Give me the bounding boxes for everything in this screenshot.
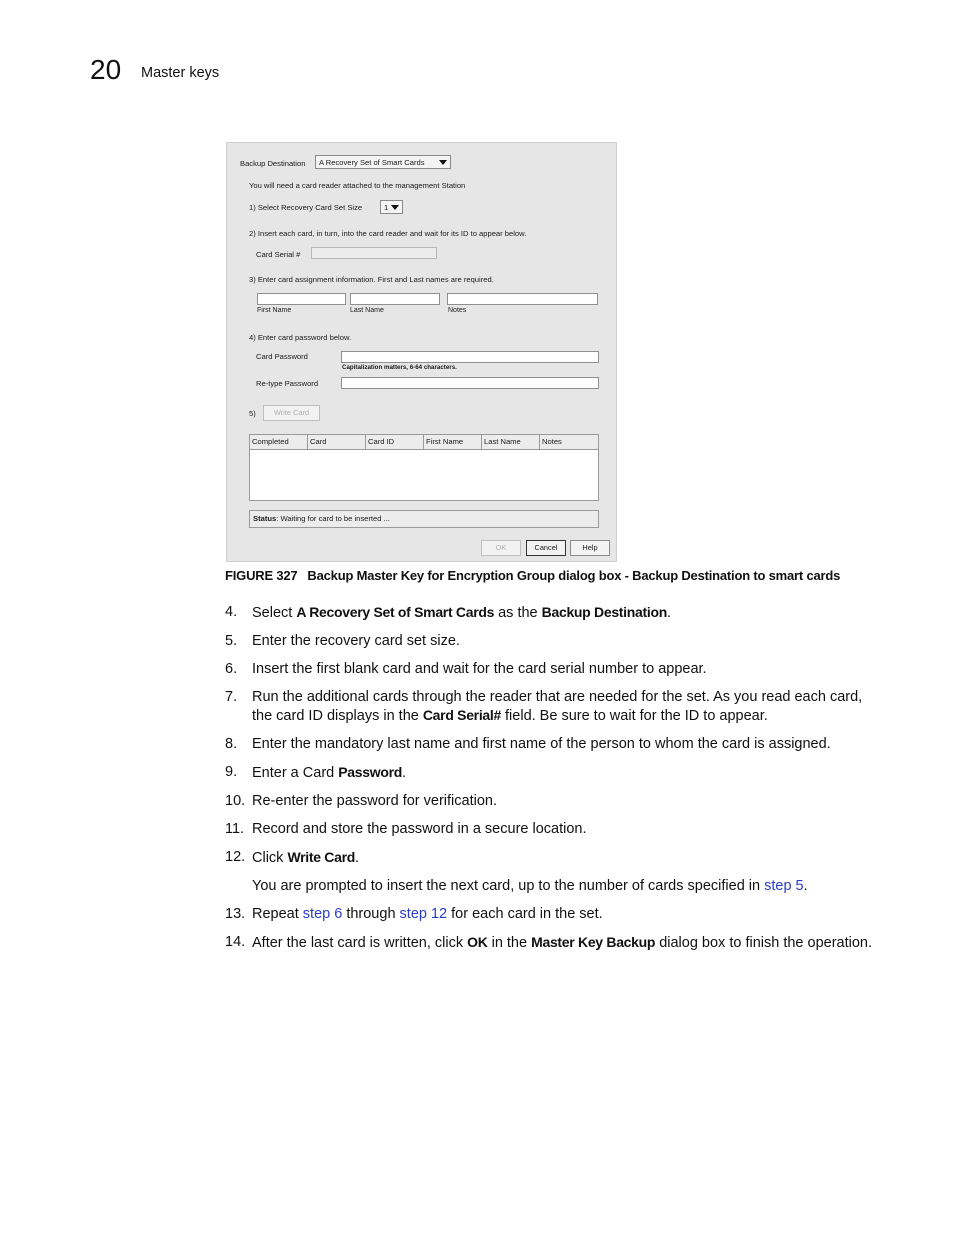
step-text xyxy=(252,906,603,922)
text-run: Repeat xyxy=(252,906,303,922)
set-size-select[interactable] xyxy=(380,200,403,214)
text-run: You are prompted to insert the next card, up to the number of cards specified in xyxy=(252,878,765,894)
ui-term: Master Key Backup xyxy=(531,934,656,950)
step2-label: 2) Insert each card, in turn, into the card reader and wait for its ID to appear below. xyxy=(249,229,527,238)
figure-caption xyxy=(225,568,840,583)
backup-destination-label: Backup Destination xyxy=(240,159,306,168)
retype-password-field[interactable] xyxy=(341,377,599,389)
backup-destination-select[interactable] xyxy=(315,155,451,169)
step-number: 6. xyxy=(225,661,238,677)
step-text xyxy=(252,661,707,677)
first-name-field[interactable] xyxy=(257,293,346,305)
first-name-label: First Name xyxy=(257,307,292,314)
step-text xyxy=(252,689,862,724)
text-run: Insert the first blank card and wait for the card serial number to appear. xyxy=(252,661,707,677)
list-item xyxy=(225,688,885,725)
list-item xyxy=(225,735,885,753)
last-name-field[interactable] xyxy=(350,293,440,305)
notes-label: Notes xyxy=(448,307,467,314)
figure-title: Backup Master Key for Encryption Group dialog box - Backup Destination to smart cards xyxy=(307,568,841,583)
col-last-name[interactable]: Last Name xyxy=(482,435,540,449)
step-text xyxy=(252,736,831,752)
chapter-title: Master keys xyxy=(141,65,220,81)
text-run: field. Be sure to wait for the ID to appear. xyxy=(501,708,768,724)
list-item xyxy=(225,848,885,867)
write-card-button[interactable]: Write Card xyxy=(263,405,320,421)
step-number: 12. xyxy=(225,849,246,865)
step-text xyxy=(252,793,497,809)
ok-button[interactable]: OK xyxy=(481,540,521,556)
step-number: 8. xyxy=(225,736,238,752)
step-number: 4. xyxy=(225,604,238,620)
text-run: . xyxy=(402,765,407,781)
step-number: 10. xyxy=(225,793,246,809)
step-number: 14. xyxy=(225,934,246,950)
notes-field[interactable] xyxy=(447,293,598,305)
cancel-button[interactable]: Cancel xyxy=(526,540,566,556)
step-text xyxy=(252,850,359,866)
list-item xyxy=(225,632,885,650)
text-run: as the xyxy=(494,605,542,621)
list-item xyxy=(225,792,885,810)
ui-term: Password xyxy=(338,764,402,780)
list-item xyxy=(225,763,885,782)
chevron-down-icon xyxy=(391,205,399,210)
ui-term: A Recovery Set of Smart Cards xyxy=(296,604,495,620)
set-size-value: 1 xyxy=(384,203,389,212)
status-text: Waiting for card to be inserted ... xyxy=(280,514,390,523)
text-run: Select xyxy=(252,605,297,621)
text-run: Enter the recovery card set size. xyxy=(252,633,460,649)
password-hint: Capitalization matters, 6-64 characters. xyxy=(342,364,457,371)
text-run: for each card in the set. xyxy=(447,906,603,922)
status-bar xyxy=(249,510,599,528)
text-run: Enter a Card xyxy=(252,765,339,781)
text-run: . xyxy=(803,878,808,894)
ui-term: Card Serial# xyxy=(422,707,501,723)
retype-password-label: Re-type Password xyxy=(256,379,319,388)
text-run: . xyxy=(666,605,671,621)
step5-label: 5) xyxy=(249,409,256,418)
status-label: Status xyxy=(253,514,277,523)
text-run: After the last card is written, click xyxy=(252,935,468,951)
step-text xyxy=(252,605,671,621)
text-run: Re-enter the password for verification. xyxy=(252,793,497,809)
card-serial-field xyxy=(311,247,437,259)
step-link[interactable]: step 5 xyxy=(764,878,804,894)
col-first-name[interactable]: First Name xyxy=(424,435,482,449)
step4-label: 4) Enter card password below. xyxy=(249,333,352,342)
last-name-label: Last Name xyxy=(350,307,384,314)
col-card-id[interactable]: Card ID xyxy=(366,435,424,449)
status-colon: : xyxy=(276,514,281,523)
backup-destination-value: A Recovery Set of Smart Cards xyxy=(319,158,425,167)
step-link[interactable]: step 12 xyxy=(399,906,448,922)
text-run: Run the additional cards through the reader that are needed for the set. As you read each card, the card ID displays in the xyxy=(252,689,863,724)
text-run: . xyxy=(355,850,360,866)
table-header xyxy=(250,435,598,450)
chapter-number: 20 xyxy=(90,54,122,85)
text-run: dialog box to finish the operation. xyxy=(655,935,873,951)
step-link[interactable]: step 6 xyxy=(302,906,343,922)
step-text xyxy=(252,633,460,649)
step-number: 5. xyxy=(225,633,238,649)
col-completed[interactable]: Completed xyxy=(250,435,308,449)
help-button[interactable]: Help xyxy=(570,540,610,556)
step-text xyxy=(252,935,872,951)
card-password-field[interactable] xyxy=(341,351,599,363)
card-serial-label: Card Serial # xyxy=(256,250,301,259)
step-number: 7. xyxy=(225,689,238,705)
col-card[interactable]: Card xyxy=(308,435,366,449)
step1-label: 1) Select Recovery Card Set Size xyxy=(249,203,363,212)
backup-dialog-figure xyxy=(226,142,617,562)
text-run: Enter the mandatory last name and first name of the person to whom the card is assigned. xyxy=(252,736,831,752)
text-run: through xyxy=(342,906,400,922)
step3-label: 3) Enter card assignment information. First and Last names are required. xyxy=(249,275,494,284)
list-item xyxy=(225,905,885,923)
step-number: 13. xyxy=(225,906,246,922)
ui-term: Backup Destination xyxy=(541,604,667,620)
ui-term: OK xyxy=(467,934,488,950)
text-run: in the xyxy=(487,935,532,951)
list-item xyxy=(225,933,885,952)
list-item xyxy=(225,820,885,838)
step-text xyxy=(252,821,587,837)
col-notes[interactable]: Notes xyxy=(542,437,562,446)
step-text xyxy=(252,878,808,894)
step-number: 11. xyxy=(225,821,245,837)
info-text: You will need a card reader attached to the management Station xyxy=(249,181,466,190)
text-run: Click xyxy=(252,850,288,866)
step-number: 9. xyxy=(225,764,238,780)
card-password-label: Card Password xyxy=(256,352,308,361)
list-item-note xyxy=(225,877,885,895)
chevron-down-icon xyxy=(439,160,447,165)
procedure-steps xyxy=(225,603,885,962)
text-run: Record and store the password in a secure location. xyxy=(252,821,587,837)
figure-label: FIGURE 327 xyxy=(225,568,298,583)
list-item xyxy=(225,603,885,622)
ui-term: Write Card xyxy=(287,849,355,865)
cards-table[interactable] xyxy=(249,434,599,501)
step-text xyxy=(252,765,406,781)
list-item xyxy=(225,660,885,678)
